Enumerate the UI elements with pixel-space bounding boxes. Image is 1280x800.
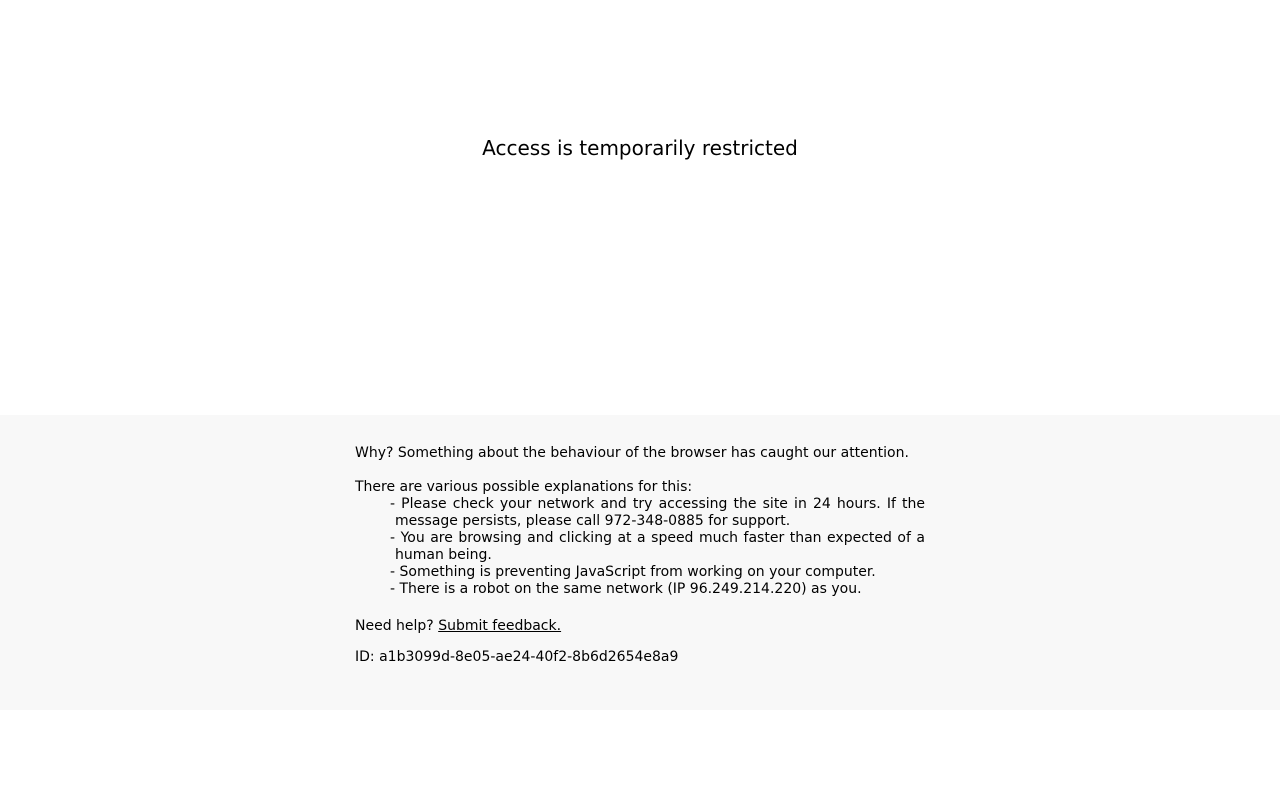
- help-line: [355, 618, 925, 635]
- submit-feedback-link[interactable]: Submit feedback.: [438, 618, 562, 634]
- info-panel: [0, 415, 1280, 710]
- explanation-item: - Please check your network and try accessing the site in 24 hours. If the message persists, please call 972-348-0885 for support.: [390, 496, 925, 529]
- explanation-item: - There is a robot on the same network (IP 96.249.214.220) as you.: [390, 581, 862, 597]
- info-content: [355, 445, 925, 666]
- explanation-item: - Something is preventing JavaScript from working on your computer.: [390, 564, 876, 580]
- explanation-item: - You are browsing and clicking at a speed much faster than expected of a human being.: [390, 530, 925, 563]
- why-text: Why? Something about the behaviour of the browser has caught our attention.: [355, 445, 909, 461]
- explanations-intro: There are various possible explanations for this:: [355, 479, 693, 495]
- page-title: Access is temporarily restricted: [482, 136, 798, 160]
- help-prefix: Need help?: [355, 618, 434, 634]
- request-id: ID: a1b3099d-8e05-ae24-40f2-8b6d2654e8a9: [355, 649, 679, 665]
- explanations-list: [355, 496, 925, 598]
